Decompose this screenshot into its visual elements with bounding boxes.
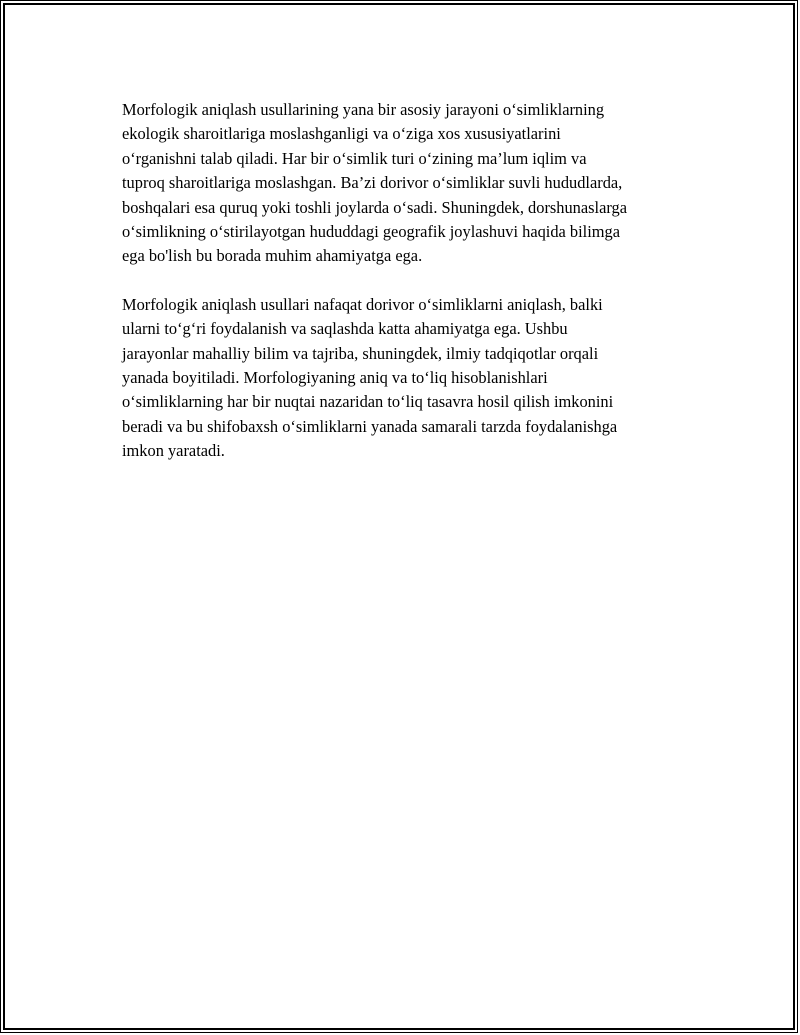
page-border — [3, 3, 795, 1030]
paragraph-1: Morfologik aniqlash usullarining yana bir asosiy jarayoni o‘simliklarning ekologik sharoitlariga moslashganligi va o‘ziga xos xususiyatlarini o‘rganishni talab qiladi. Har bir o‘simlik turi o‘zining ma’lum iqlim va tuproq sharoitlariga moslashgan. Ba’zi dorivor o‘simliklar suvli hududlarda, boshqalari esa quruq yoki toshli joylarda o‘sadi. Shuningdek, dorshunaslarga o‘simlikning o‘stirilayotgan hududdagi geografik joylashuvi haqida bilimga ega bo'lish bu borada muhim ahamiyatga ega. — [122, 100, 627, 266]
paragraph-2: Morfologik aniqlash usullari nafaqat dorivor o‘simliklarni aniqlash, balki ularni to‘g‘ri foydalanish va saqlashda katta ahamiyatga ega. Ushbu jarayonlar mahalliy bilim va tajriba, shuningdek, ilmiy tadqiqotlar orqali yanada boyitiladi. Morfologiyaning aniq va to‘liq hisoblanishlari o‘simliklarning har bir nuqtai nazaridan to‘liq tasavra hosil qilish imkonini beradi va bu shifobaxsh o‘simliklarni yanada samarali tarzda foydalanishga imkon yaratadi. — [122, 294, 618, 461]
document-body — [122, 98, 692, 488]
